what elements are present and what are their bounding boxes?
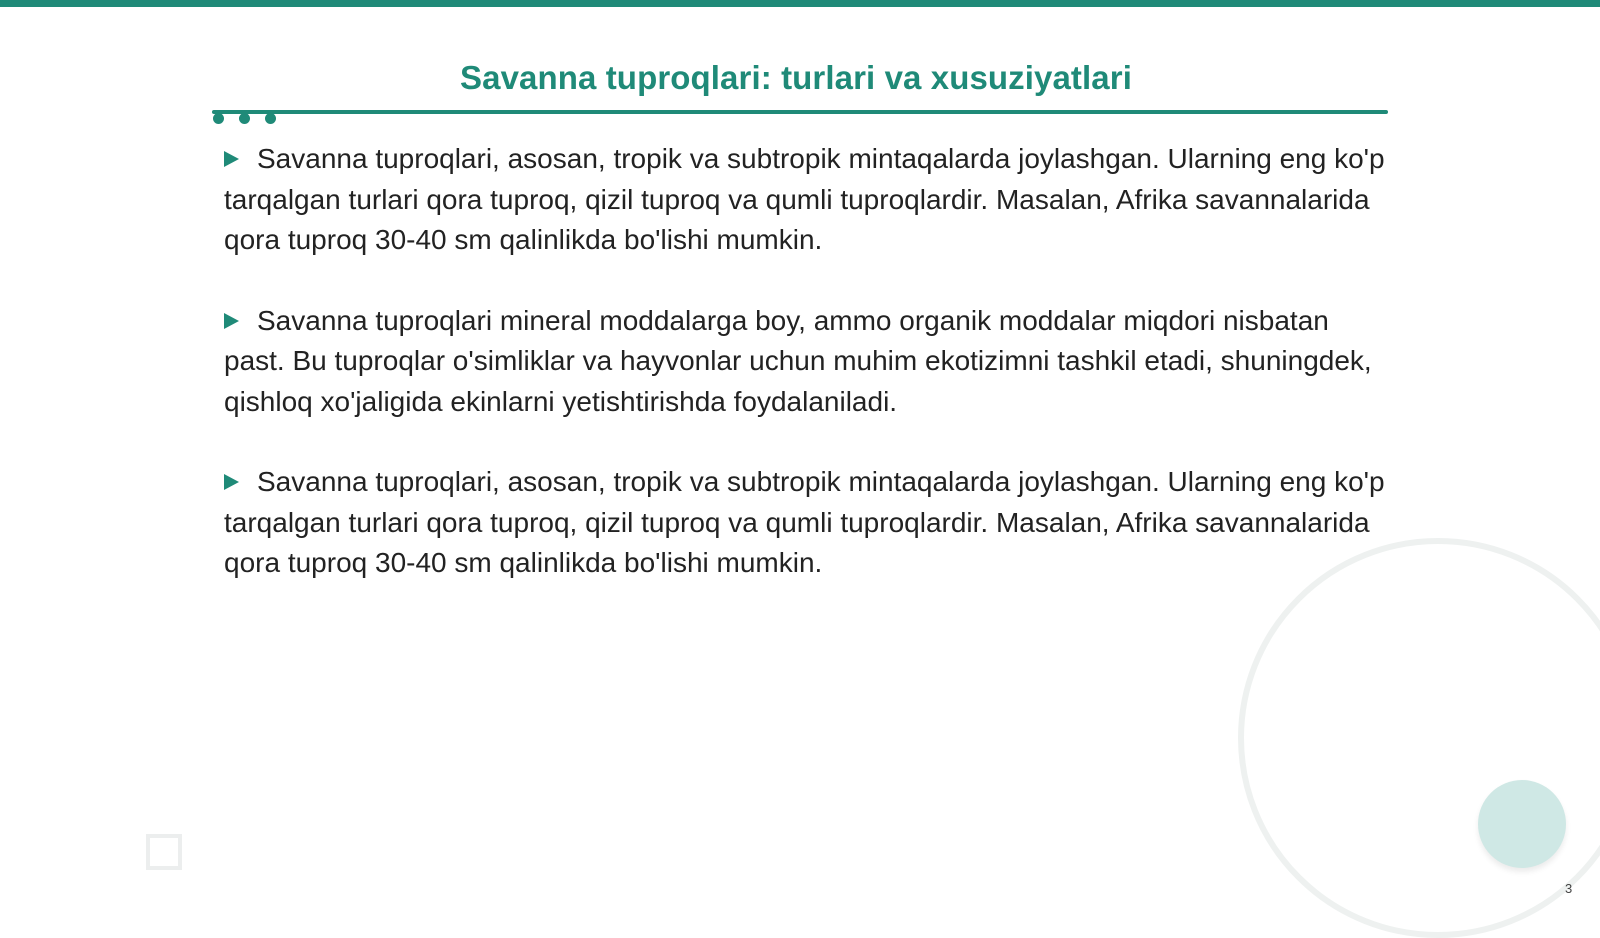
bullet-text: Savanna tuproqlari, asosan, tropik va subtropik mintaqalarda joylashgan. Ularning eng ko'p tarqalgan turlari qora tuproq, qizil tuproq va qumli tuproqlardir. Masalan, Afrika savannalarida qora tuproq 30-40 sm qalinlikda bo'lishi mumkin. [224, 466, 1385, 578]
decorative-square [146, 834, 182, 870]
triangle-bullet-icon [224, 313, 239, 329]
bullet-text: Savanna tuproqlari, asosan, tropik va subtropik mintaqalarda joylashgan. Ularning eng ko'p tarqalgan turlari qora tuproq, qizil tuproq va qumli tuproqlardir. Masalan, Afrika savannalarida qora tuproq 30-40 sm qalinlikda bo'lishi mumkin. [224, 143, 1385, 255]
page-number: 3 [1565, 881, 1573, 896]
title-underline [212, 110, 1388, 114]
decorative-circle [1478, 780, 1566, 868]
bullet-text: Savanna tuproqlari mineral moddalarga boy, ammo organik moddalar miqdori nisbatan past. Bu tuproqlar o'simliklar va hayvonlar uchun muhim ekotizimni tashkil etadi, shuningdek, qishloq xo'jaligida ekinlarni yetishtirishda foydalaniladi. [224, 304, 1372, 417]
bullet-item [224, 462, 1389, 584]
bullet-item [224, 139, 1389, 261]
decorative-dot [265, 113, 276, 124]
slide-title: Savanna tuproqlari: turlari va xusuziyatlari [460, 59, 1132, 96]
decorative-dot [213, 113, 224, 124]
bullet-item [224, 301, 1389, 423]
triangle-bullet-icon [224, 151, 239, 167]
decorative-dot [239, 113, 250, 124]
bullet-list [224, 139, 1389, 624]
top-accent-bar [0, 0, 1600, 7]
triangle-bullet-icon [224, 474, 239, 490]
